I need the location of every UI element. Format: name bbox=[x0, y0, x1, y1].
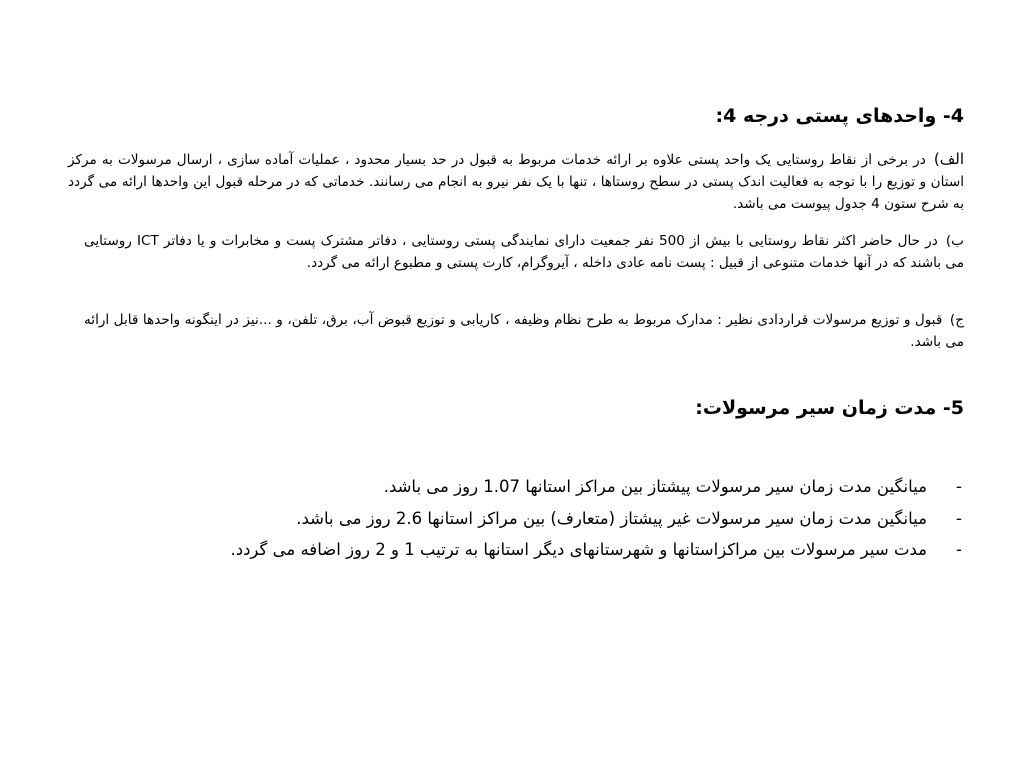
list-item bbox=[84, 471, 964, 503]
list-item-text: مدت سیر مرسولات بین مراکزاستانها و شهرستانهای دیگر استانها به ترتیب 1 و 2 روز اضافه می گردد. bbox=[230, 540, 927, 559]
paragraph-jim bbox=[84, 309, 964, 353]
paragraph-be bbox=[84, 230, 964, 274]
paragraph-marker: ب) bbox=[945, 233, 964, 249]
transit-time-list bbox=[84, 471, 964, 566]
paragraph-text: قبول و توزیع مرسولات قراردادی نظیر : مدارک مربوط به طرح نظام وظیفه ، کاریابی و توزیع قبوض آب، برق، تلفن، و ...نیز در اینگونه واحدها قابل ارائه می باشد. bbox=[84, 312, 964, 350]
paragraph-text: در حال حاضر اکثر نقاط روستایی با بیش از 500 نفر جمعیت دارای نمایندگی پستی روستایی ، دفاتر مشترک پست و مخابرات و یا دفاتر ICT روستایی می باشند که در آنها خدمات متنوعی از قبیل : پست نامه عادی داخله ، آیروگرام، کارت پستی و مطبوع ارائه می گردد. bbox=[84, 233, 964, 271]
bullet-dash: - bbox=[956, 540, 962, 559]
bullet-dash: - bbox=[956, 508, 962, 528]
section-5-heading: 5- مدت زمان سیر مرسولات: bbox=[695, 397, 964, 419]
list-item-text: میانگین مدت زمان سیر مرسولات غیر پیشتاز (متعارف) بین مراکز استانها 2.6 روز می باشد. bbox=[296, 508, 927, 528]
paragraph-text: در برخی از نقاط روستایی یک واحد پستی علاوه بر ارائه خدمات مربوط به قبول در حد بسیار محدود ، عملیات آماده سازی ، ارسال مرسولات به مرکز استان و توزیع را با توجه به فعالیت اندک پستی در سطح روستاها ، تنها با یک نفر نیرو به انجام می رسانند. خدماتی که در مرحله قبول این واحدها ارائه می گردد به شرح ستون 4 جدول پیوست می باشد. bbox=[68, 152, 964, 212]
list-item bbox=[84, 534, 964, 566]
paragraph-marker: ج) bbox=[949, 312, 964, 328]
section-4-heading: 4- واحدهای پستی درجه 4: bbox=[715, 105, 964, 127]
list-item bbox=[84, 503, 964, 535]
list-item-text: میانگین مدت زمان سیر مرسولات پیشتاز بین مراکز استانها 1.07 روز می باشد. bbox=[383, 477, 927, 496]
paragraph-alef bbox=[68, 148, 964, 215]
paragraph-marker: الف) bbox=[933, 150, 965, 168]
bullet-dash: - bbox=[956, 477, 962, 496]
